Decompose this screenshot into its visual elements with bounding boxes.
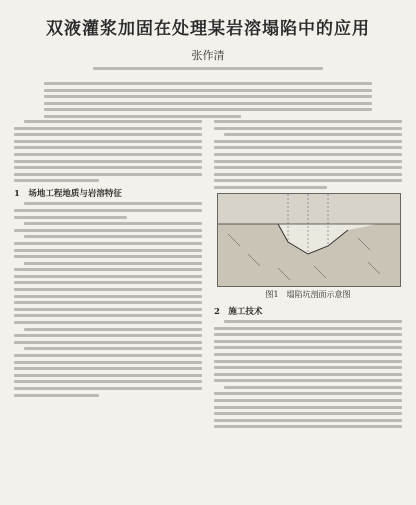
body-columns <box>14 120 402 432</box>
left-column <box>14 120 202 432</box>
author-affiliation-lines <box>93 67 323 70</box>
sinkhole-profile-drawing <box>218 194 400 286</box>
figure-sinkhole-profile <box>217 193 401 287</box>
figure-caption: 图1 塌陷坑剖面示意图 <box>265 289 351 299</box>
soil-layer <box>218 194 400 224</box>
right-column <box>214 120 402 432</box>
abstract-and-keywords-lines <box>44 82 372 118</box>
author-name: 张作清 <box>191 49 225 62</box>
rock-layer <box>218 224 400 286</box>
section-2-heading: 2 施工技术 <box>214 306 263 317</box>
section-1-heading: 1 场地工程地质与岩溶特征 <box>14 189 122 200</box>
paper-title: 双液灌浆加固在处理某岩溶塌陷中的应用 <box>46 19 370 39</box>
